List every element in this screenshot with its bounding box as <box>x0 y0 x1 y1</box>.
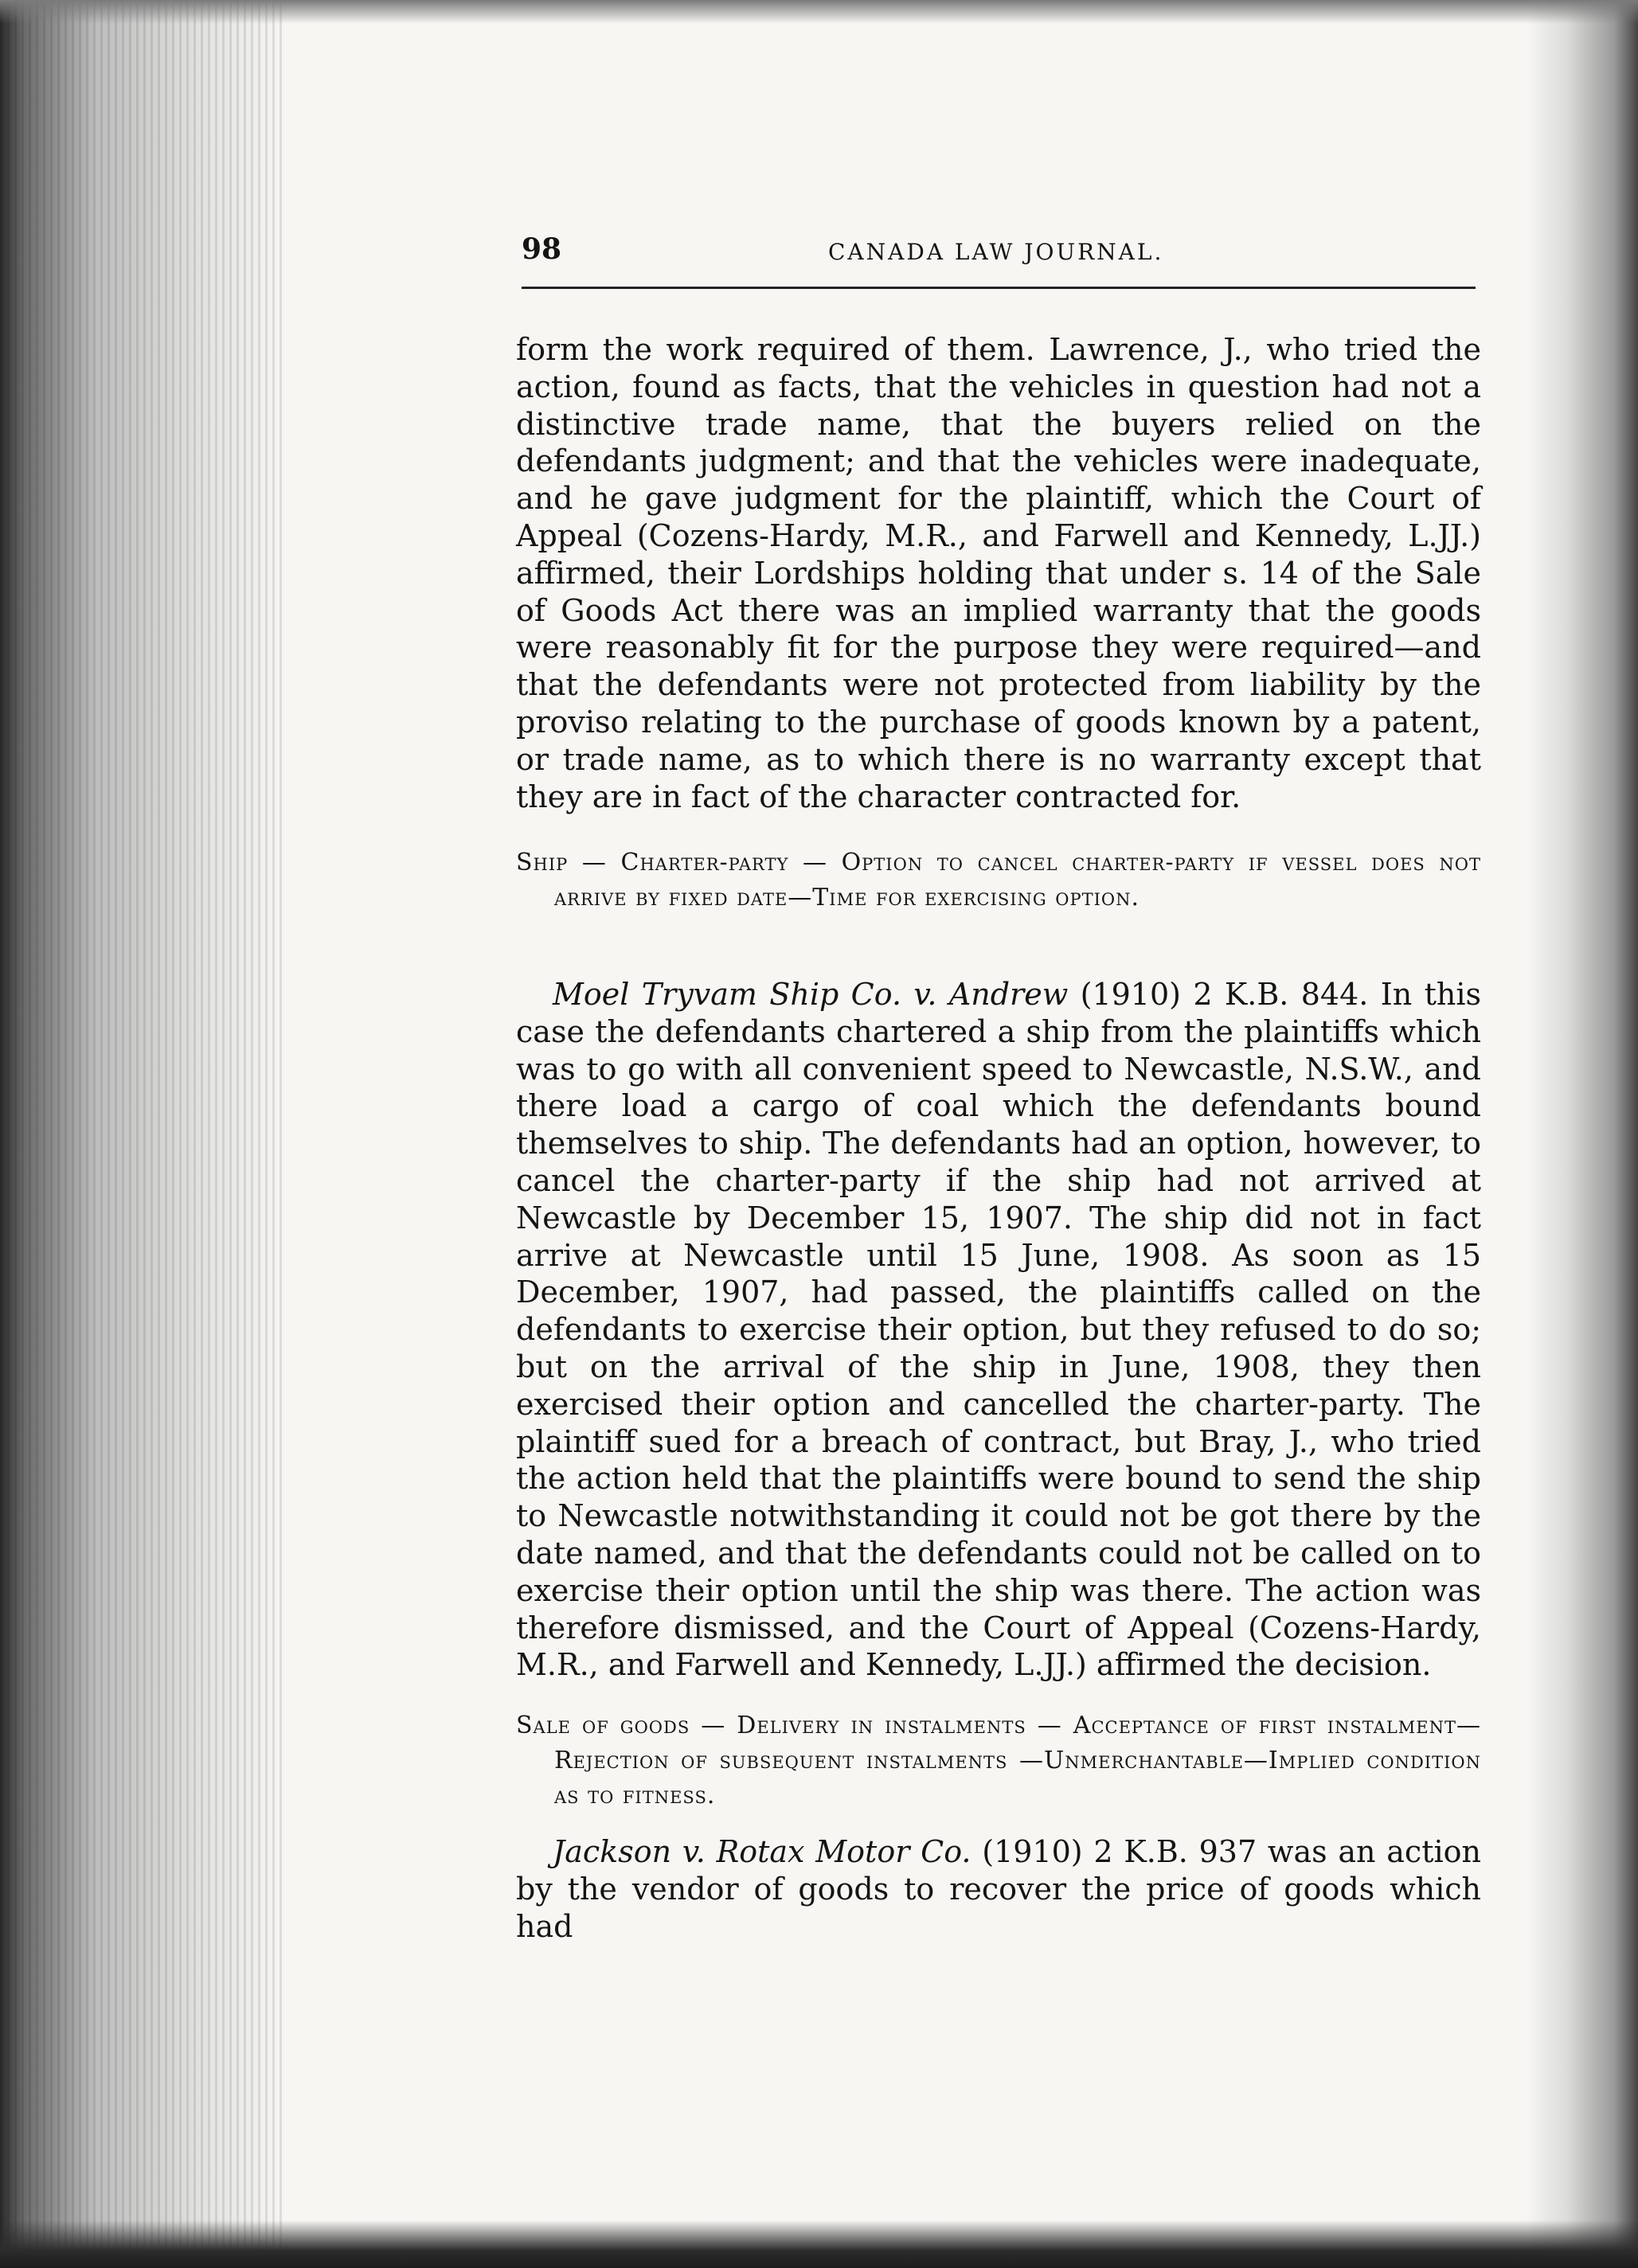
case-name: Moel Tryvam Ship Co. v. Andrew <box>553 977 1069 1012</box>
paragraph-text: (1910) 2 K.B. 844. In this case the defendants chartered a ship from the plaintiffs which was to go with all convenient speed to Newcastle, N.S.W., and there load a cargo of coal which the defendants bound themselves to ship. The defendants had an option, however, to cancel the charter-party if the ship had not arrived at Newcastle by December 15, 1907. The ship did not in fact arrive at Newcastle until 15 June, 1908. As soon as 15 December, 1907, had passed, the plaintiffs called on the defendants to exercise their option, but they refused to do so; but on the arrival of the ship in June, 1908, they then exercised their option and cancelled the charter-party. The plaintiff sued for a breach of contract, but Bray, J., who tried the action held that the plaintiffs were bound to send the ship to Newcastle notwithstanding it could not be got there by the date named, and that the defendants could not be called on to exercise their option until the ship was there. The action was therefore dismissed, and the Court of Appeal (Cozens-Hardy, M.R., and Farwell and Kennedy, L.JJ.) affirmed the decision. <box>516 977 1481 1683</box>
paragraph-body <box>516 976 1481 1684</box>
page-number: 98 <box>522 232 562 266</box>
paragraph-text: (1910) 2 K.B. 937 was an action by the vendor of goods to recover the price of goods which had <box>516 1834 1481 1944</box>
paragraph-moel-tryvam <box>516 976 1481 1684</box>
case-name: Jackson v. Rotax Motor Co. <box>553 1834 971 1869</box>
section-heading-sale-of-goods: Sale of goods — Delivery in instalments — Acceptance of first instalment—Rejection of subsequent instalments —Unmerchantable—Implied condition as to fitness. <box>516 1712 1481 1809</box>
paragraph-body <box>516 1833 1481 1945</box>
header-rule <box>522 287 1476 289</box>
section-heading-charter-party: Ship — Charter-party — Option to cancel charter-party if vessel does not arrive by fixed date—Time for exercising option. <box>516 849 1481 911</box>
paragraph-jackson-rotax <box>516 1833 1481 1945</box>
paragraph-continuation <box>516 331 1481 815</box>
running-head: CANADA LAW JOURNAL. <box>828 239 1164 265</box>
page-bottom-shadow <box>0 2220 1638 2268</box>
page-top-shadow <box>0 0 1638 24</box>
page-right-shadow <box>1527 0 1638 2268</box>
paragraph-text: form the work required of them. Lawrence, J., who tried the action, found as facts, that the vehicles in question had not a distinctive trade name, that the buyers relied on the defendants judgment; and that the vehicles were inadequate, and he gave judgment for the plaintiff, which the Court of Appeal (Cozens-Hardy, M.R., and Farwell and Kennedy, L.JJ.) affirmed, their Lordships holding that under s. 14 of the Sale of Goods Act there was an implied warranty that the goods were reasonably fit for the purpose they were required—and that the defendants were not protected from liability by the proviso relating to the purchase of goods known by a patent, or trade name, as to which there is no warranty except that they are in fact of the character contracted for. <box>516 332 1481 814</box>
page-binding-shadow <box>0 0 287 2268</box>
page-header <box>522 232 1476 272</box>
